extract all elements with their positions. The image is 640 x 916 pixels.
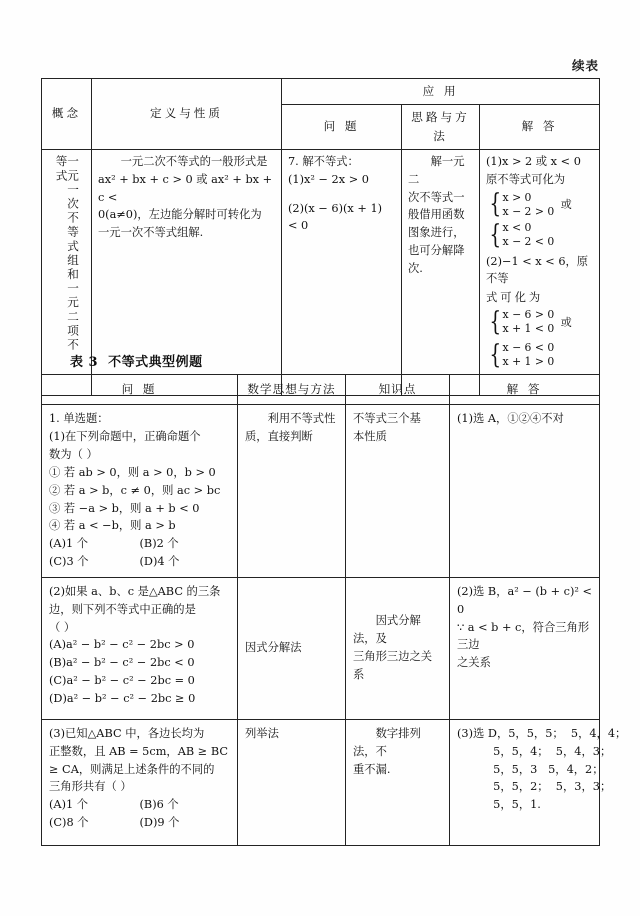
question-line: 三角形共有（ ）	[49, 780, 132, 794]
question-line: ② 若 a > b，c ≠ 0，则 ac > bc	[49, 483, 221, 497]
knowledge-line: 本性质	[353, 430, 387, 444]
header-knowledge: 知识点	[346, 375, 450, 405]
definition-line: ax² + bx + c > 0 或 ax² + bx + c <	[98, 172, 273, 204]
header-concept: 概念	[42, 79, 92, 150]
table-continuation	[41, 78, 600, 396]
cell-answer	[450, 405, 600, 578]
question-line: ≥ CA，则满足上述条件的不同的	[49, 762, 215, 776]
question-line: (A)a² − b² − c² − 2bc > 0	[49, 638, 195, 652]
answer-line: 之关系	[457, 656, 491, 670]
system-1	[487, 191, 554, 220]
cell-thought	[238, 577, 346, 719]
cell-thought	[238, 405, 346, 578]
option-c: (C)3 个	[49, 555, 89, 569]
table-header-row	[42, 375, 600, 405]
question-line: 数为（ ）	[49, 448, 98, 461]
table3-caption-number: 表 3	[70, 355, 99, 370]
cell-method	[402, 149, 480, 395]
brace-icon: {	[489, 307, 502, 337]
method-line: 图象进行，	[408, 226, 465, 240]
cell-question	[42, 577, 238, 719]
question-line: 边，则下列不等式中正确的是	[49, 602, 196, 616]
question-line: 7. 解不等式：	[288, 154, 359, 168]
answer-line: 5，5，4； 5，4，3；	[493, 744, 612, 758]
answer-line: ∵ a < b + c，符合三角形三边	[457, 620, 590, 652]
table3-caption-title: 不等式典型例题	[108, 355, 203, 370]
knowledge-line: 不等式三个基	[353, 412, 421, 426]
system-row: x − 6 < 0	[502, 340, 555, 354]
question-line: (D)a² − b² − c² − 2bc ≥ 0	[49, 691, 196, 705]
knowledge-line: 系	[353, 667, 365, 681]
answer-system-group	[486, 289, 593, 337]
table-continuation-wrapper	[41, 78, 599, 396]
question-line: 1. 单选题：	[49, 412, 109, 426]
header-answer: 解 答	[450, 375, 600, 405]
table-row	[42, 577, 600, 719]
answer-line: 5，5，1.	[493, 798, 541, 812]
option-a: (A)1 个	[49, 798, 89, 812]
system-row: x + 1 > 0	[502, 354, 555, 368]
system-row: x − 2 > 0	[502, 204, 555, 218]
cell-question	[282, 149, 402, 395]
answer-line: 原不等式可化为	[486, 172, 566, 186]
method-line: 次不等式一	[408, 190, 465, 204]
cell-thought	[238, 719, 346, 845]
cell-knowledge	[346, 577, 450, 719]
answer-system-group	[486, 340, 593, 371]
system-row: x > 0	[502, 190, 532, 204]
header-definition: 定义与性质	[92, 79, 282, 150]
cell-knowledge	[346, 405, 450, 578]
definition-line: 一元一次不等式组解.	[98, 226, 204, 240]
cell-knowledge	[346, 719, 450, 845]
option-c: (C)8 个	[49, 816, 89, 830]
thought-line: 利用不等式性	[267, 412, 336, 426]
question-line: (2)如果 a、b、c 是△ABC 的三条	[49, 584, 221, 598]
answer-line: 5，5，3 5，4，2；	[493, 762, 604, 776]
or-connector: 或	[560, 198, 572, 212]
method-line: 般借用函数	[408, 208, 465, 222]
table-row	[42, 79, 600, 105]
answer-line: (3)选 D，5，5，5； 5，4，4；	[457, 726, 627, 740]
system-row: x + 1 < 0	[502, 322, 555, 336]
method-line: 解一元二	[408, 154, 465, 186]
answer-system-group	[486, 190, 593, 251]
system-row: x − 2 < 0	[502, 235, 555, 249]
header-question: 问 题	[42, 375, 238, 405]
table-examples	[41, 374, 627, 846]
cell-answer	[450, 719, 627, 845]
knowledge-line: 因式分解法，及	[353, 614, 421, 646]
question-line: （ ）	[49, 620, 76, 634]
option-grid	[49, 535, 230, 571]
method-line: 也可分解降	[408, 244, 465, 258]
system-4	[487, 341, 554, 370]
question-line: (C)a² − b² − c² − 2bc = 0	[49, 674, 195, 688]
definition-line: 一元二次不等式的一般形式是	[120, 154, 268, 168]
question-line: (2)(x − 6)(x + 1) < 0	[288, 201, 383, 233]
continuation-label: 续表	[571, 58, 599, 73]
header-application: 应 用	[282, 79, 600, 105]
knowledge-line: 三角形三边之关	[353, 649, 433, 663]
question-line: (1)x² − 2x > 0	[288, 172, 369, 186]
concept-vertical-text: 一元一次不等式组和一元二项不等式	[54, 154, 81, 353]
answer-line: (1)x > 2 或 x < 0	[486, 154, 581, 168]
header-answer: 解 答	[480, 105, 600, 150]
definition-line: 0(a≠0)，左边能分解时可转化为	[98, 208, 262, 222]
table3-caption	[70, 351, 203, 370]
system-row: x − 6 > 0	[502, 308, 555, 322]
cell-answer	[450, 577, 600, 719]
question-line: ① 若 ab > 0，则 a > 0，b > 0	[49, 465, 216, 479]
or-connector: 或	[560, 315, 572, 329]
option-d: (D)9 个	[139, 816, 180, 830]
question-line: 正整数，且 AB = 5cm，AB ≥ BC	[49, 744, 228, 758]
system-2	[487, 221, 554, 250]
cell-answer	[480, 149, 600, 395]
answer-line: (2)选 B，a² − (b + c)² < 0	[457, 584, 593, 616]
table-row	[42, 719, 600, 845]
thought-line: 因式分解法	[245, 640, 302, 654]
answer-line: 5，5，2； 5，3，3；	[493, 780, 612, 794]
table-row	[42, 405, 600, 578]
answer-line: (1)选 A，①②④不对	[457, 412, 564, 426]
option-b: (B)6 个	[139, 798, 179, 812]
brace-icon: {	[489, 189, 502, 220]
brace-icon: {	[489, 219, 502, 250]
question-line: (1)在下列命题中，正确命题个	[49, 430, 201, 444]
cell-question	[42, 405, 238, 578]
header-question: 问 题	[282, 105, 402, 150]
brace-icon: {	[489, 339, 502, 370]
table3-wrapper	[41, 374, 627, 846]
question-line: (3)已知△ABC 中，各边长均为	[49, 726, 205, 740]
thought-line: 列举法	[245, 726, 279, 740]
question-line: ③ 若 −a > b，则 a + b < 0	[49, 501, 200, 515]
question-line: ④ 若 a < −b，则 a > b	[49, 519, 176, 533]
answer-line: (2)−1 < x < 6，原不等	[486, 254, 589, 286]
option-a: (A)1 个	[49, 537, 89, 551]
answer-line: 式可化为	[486, 291, 544, 305]
header-thought: 数学思想与方法	[238, 375, 346, 405]
thought-line: 质，直接判断	[245, 430, 313, 444]
knowledge-line: 重不漏.	[353, 762, 391, 776]
header-method: 思路与方法	[402, 105, 480, 150]
question-line: (B)a² − b² − c² − 2bc < 0	[49, 656, 195, 670]
knowledge-line: 数字排列法，不	[353, 726, 421, 758]
option-d: (D)4 个	[139, 555, 180, 569]
system-row: x < 0	[502, 221, 532, 235]
option-b: (B)2 个	[139, 537, 179, 551]
system-3	[487, 308, 554, 337]
cell-question	[42, 719, 238, 845]
option-grid	[49, 796, 230, 832]
method-line: 次.	[408, 262, 423, 275]
